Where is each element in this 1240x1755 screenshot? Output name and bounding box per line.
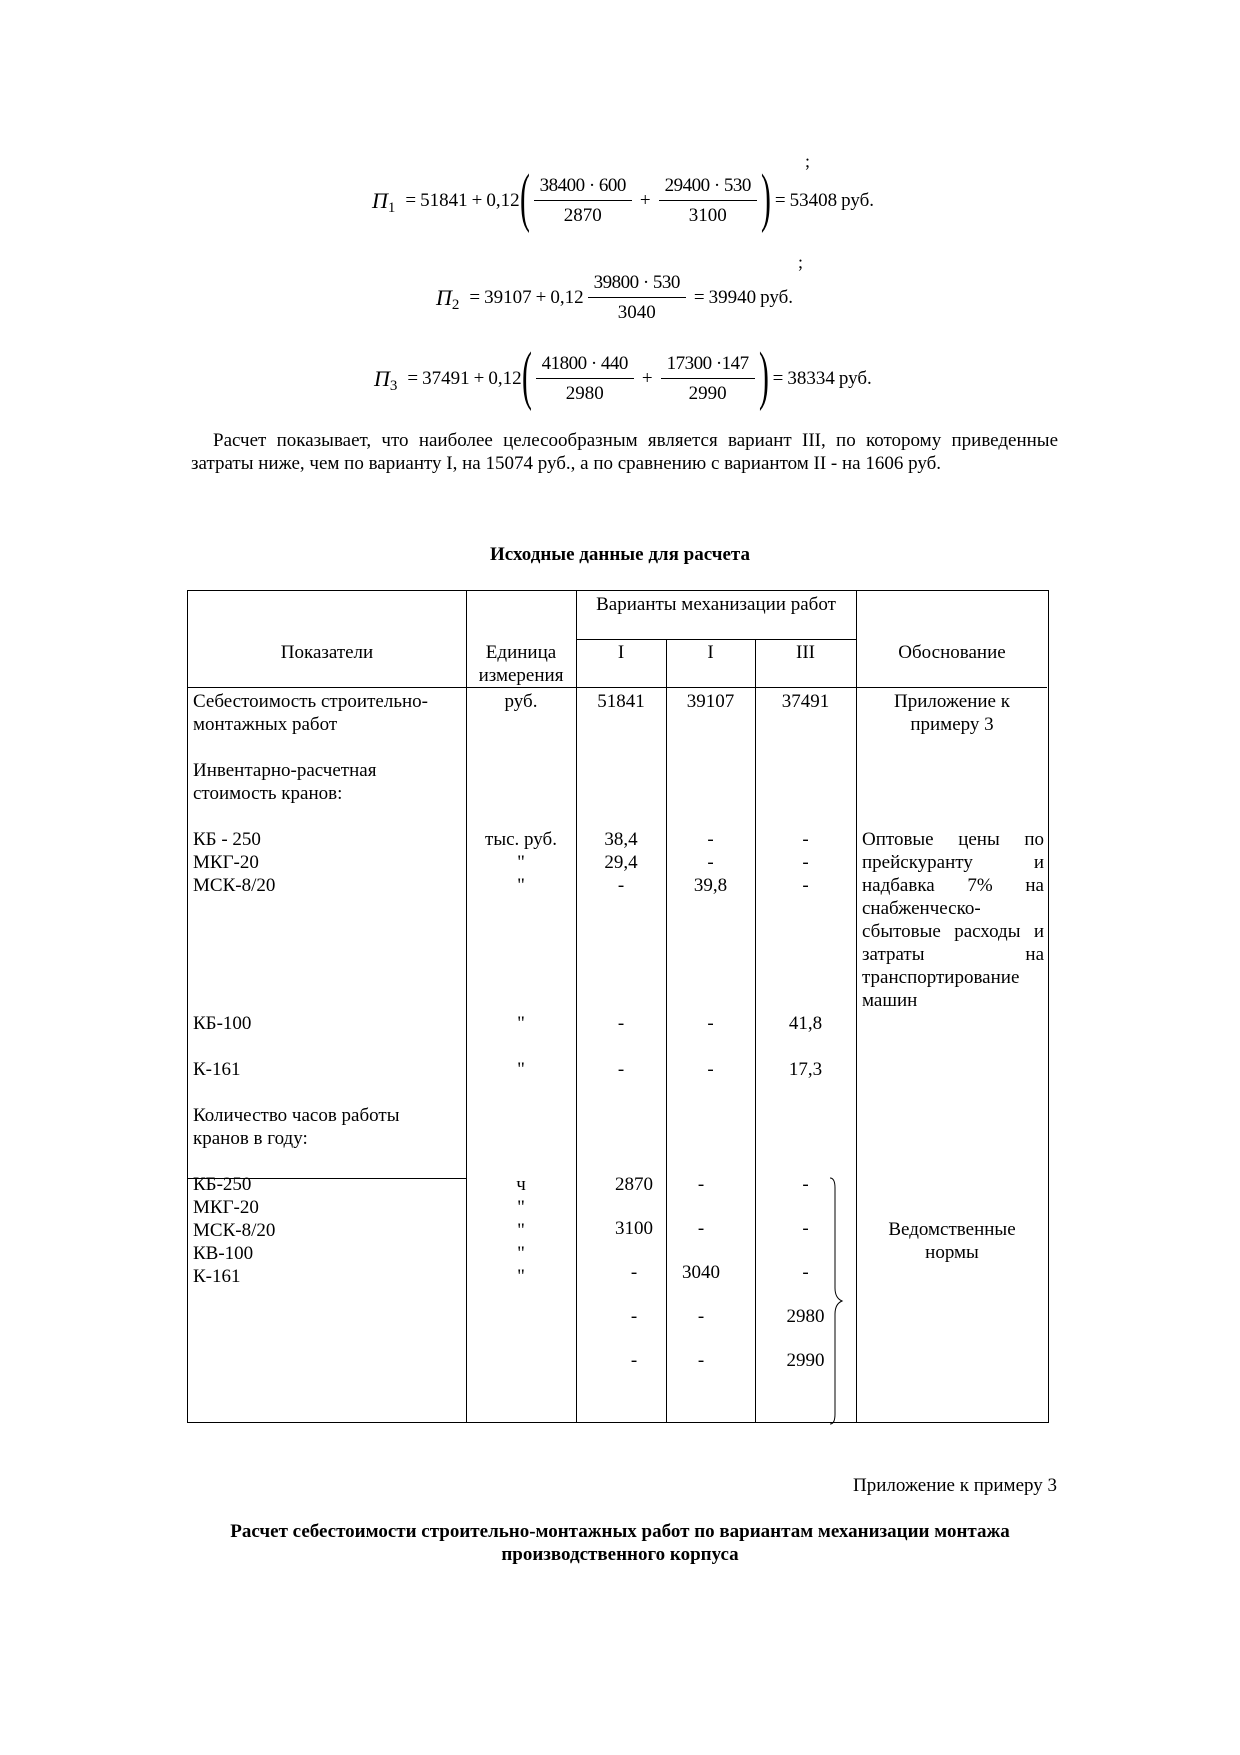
hours-variant-3: - (802, 1218, 809, 1239)
hours-unit: ч (516, 1174, 526, 1195)
fraction-1 (588, 272, 686, 324)
row-divider (576, 639, 856, 640)
row-divider (188, 687, 1047, 688)
header-variant-1: I (617, 642, 625, 663)
column-divider (576, 591, 577, 1422)
inventory-label: Инвентарно-расчетная стоимость кранов: (193, 760, 377, 804)
fraction-2 (659, 175, 757, 227)
plus-sign: + (639, 190, 651, 211)
cost-basis: Приложение к примеру 3 (894, 691, 1010, 735)
hours-unit: " (517, 1243, 525, 1264)
crane-unit: " (517, 1013, 525, 1034)
fraction-1 (534, 175, 632, 227)
left-paren: ( (519, 161, 530, 234)
hours-variant-3: - (802, 1262, 809, 1283)
bottom-heading-line-1: Расчет себестоимости строительно-монтажных работ по вариантам механизации монтажа (230, 1521, 1010, 1542)
cost-variant-3: 37491 (781, 691, 830, 712)
conclusion-paragraph: Расчет показывает, что наиболее целесообразным является вариант III, по которому приведенные затраты ниже, чем по варианту I, на 15074 руб., а по сравнению с вариантом II - на 1606 руб. (191, 430, 1058, 474)
hours-variant-3: 2990 (786, 1350, 825, 1371)
formula-coefficient: 0,12 (486, 190, 520, 211)
formula-base: 39107 (484, 287, 532, 308)
fraction-denominator: 2990 (688, 383, 727, 404)
column-divider (466, 591, 467, 1422)
right-paren: ) (758, 339, 769, 412)
formula-unit: руб. (841, 190, 875, 211)
cost-variant-1: 51841 (597, 691, 645, 712)
crane-variant-2: 39,8 (693, 875, 728, 896)
right-brace-icon (828, 1176, 848, 1426)
hours-variant-2: - (697, 1174, 705, 1195)
header-basis: Обоснование (898, 642, 1006, 663)
plus-sign: + (535, 287, 547, 308)
hours-label: Количество часов работы кранов в году: (193, 1105, 400, 1149)
formula-subscript: 1 (387, 199, 396, 216)
hours-unit: " (517, 1197, 525, 1218)
fraction-numerator: 17300 ·147 (661, 353, 755, 379)
crane-variant-3: - (802, 875, 809, 896)
formula-subscript: 2 (451, 296, 460, 313)
fraction-numerator: 29400 · 530 (659, 175, 757, 201)
crane-unit: " (517, 875, 525, 896)
hours-basis: Ведомственные нормы (888, 1219, 1016, 1263)
header-unit: Единица измерения (478, 642, 564, 686)
equals-sign: = (405, 190, 417, 211)
source-data-table (187, 590, 1049, 1423)
hours-variant-3: - (802, 1174, 809, 1195)
formula-result: 38334 (787, 368, 835, 389)
crane-variant-3: - (802, 829, 809, 850)
fraction-1 (536, 353, 634, 405)
header-indicators: Показатели (280, 642, 374, 663)
fraction-denominator: 2870 (563, 205, 602, 226)
semicolon-1: ; (805, 151, 811, 171)
crane-variant-3: 41,8 (788, 1013, 823, 1034)
hours-variant-1: 3100 (615, 1218, 653, 1239)
hours-variant-3: 2980 (786, 1306, 825, 1327)
fraction-2 (661, 353, 755, 405)
crane-variant-1: - (617, 875, 625, 896)
crane-variant-2: - (707, 1013, 714, 1034)
hours-variant-1: - (630, 1262, 638, 1283)
crane-label: КБ - 250 (193, 829, 261, 850)
formula-coefficient: 0,12 (488, 368, 522, 389)
header-variants: Варианты механизации работ (596, 594, 836, 615)
hours-crane-label: МКГ-20 (193, 1197, 259, 1218)
crane-variant-3: 17,3 (788, 1059, 823, 1080)
formula-p3 (374, 339, 876, 412)
formula-variable: П (436, 285, 452, 310)
crane-label: К-161 (193, 1059, 241, 1080)
crane-label: МКГ-20 (193, 852, 259, 873)
hours-variant-2: 3040 (682, 1262, 720, 1283)
fraction-denominator: 3040 (617, 302, 656, 323)
formula-variable: П (372, 188, 388, 213)
crane-variant-3: - (802, 852, 809, 873)
hours-unit: " (517, 1266, 525, 1287)
semicolon-2: ; (798, 252, 804, 272)
equals-sign: = (693, 287, 705, 308)
formula-subscript: 3 (389, 377, 398, 394)
crane-label: КБ-100 (193, 1013, 252, 1034)
fraction-denominator: 2980 (565, 383, 604, 404)
column-divider (856, 591, 857, 1422)
crane-variant-1: - (617, 1013, 625, 1034)
crane-variant-1: 29,4 (604, 852, 638, 873)
formula-coefficient: 0,12 (550, 287, 584, 308)
crane-variant-2: - (707, 829, 714, 850)
formula-result: 53408 (789, 190, 838, 211)
formula-unit: руб. (760, 287, 794, 308)
crane-unit: " (517, 852, 525, 873)
crane-variant-2: - (707, 1059, 714, 1080)
fraction-denominator: 3100 (688, 205, 727, 226)
right-paren: ) (760, 161, 771, 234)
formula-p1 (372, 161, 878, 234)
hours-variant-2: - (697, 1350, 705, 1371)
header-variant-2: I (707, 642, 714, 663)
hours-crane-label: МСК-8/20 (193, 1220, 276, 1241)
crane-variant-2: - (707, 852, 714, 873)
formula-p2 (436, 272, 797, 324)
equals-sign: = (469, 287, 481, 308)
bottom-heading-line-2: производственного корпуса (501, 1544, 739, 1565)
formula-base: 37491 (422, 368, 470, 389)
left-paren: ( (521, 339, 532, 412)
plus-sign: + (473, 368, 485, 389)
crane-unit: " (517, 1059, 525, 1080)
plus-sign: + (471, 190, 483, 211)
formula-result: 39940 (708, 287, 757, 308)
hours-crane-label: К-161 (193, 1266, 241, 1287)
crane-variant-1: - (617, 1059, 625, 1080)
cost-label: Себестоимость строительно-монтажных работ (193, 691, 428, 735)
fraction-numerator: 38400 · 600 (534, 175, 632, 201)
hours-variant-1: - (630, 1350, 638, 1371)
fraction-numerator: 41800 · 440 (536, 353, 634, 379)
crane-variant-1: 38,4 (604, 829, 638, 850)
table-title: Исходные данные для расчета (490, 544, 750, 565)
equals-sign: = (407, 368, 419, 389)
hours-variant-2: - (697, 1306, 705, 1327)
crane-label: МСК-8/20 (193, 875, 276, 896)
cost-unit: руб. (504, 691, 538, 712)
hours-unit: " (517, 1220, 525, 1241)
plus-sign: + (641, 368, 653, 389)
formula-base: 51841 (420, 190, 468, 211)
hours-crane-label: КВ-100 (193, 1243, 254, 1264)
cost-variant-2: 39107 (686, 691, 735, 712)
equals-sign: = (774, 190, 786, 211)
crane-basis: Оптовые цены по прейскуранту и надбавка 7% на снабженческо-сбытовые расходы и затраты на транспортирование машин (862, 829, 1044, 1011)
appendix-label: Приложение к примеру 3 (853, 1475, 1057, 1496)
header-variant-3: III (796, 642, 815, 663)
hours-crane-label: КБ-250 (193, 1174, 252, 1195)
formula-unit: руб. (838, 368, 872, 389)
fraction-numerator: 39800 · 530 (588, 272, 686, 298)
hours-variant-1: 2870 (615, 1174, 653, 1195)
equals-sign: = (772, 368, 784, 389)
crane-unit: тыс. руб. (485, 829, 557, 850)
hours-variant-1: - (630, 1306, 638, 1327)
formula-variable: П (374, 366, 390, 391)
hours-variant-2: - (697, 1218, 705, 1239)
